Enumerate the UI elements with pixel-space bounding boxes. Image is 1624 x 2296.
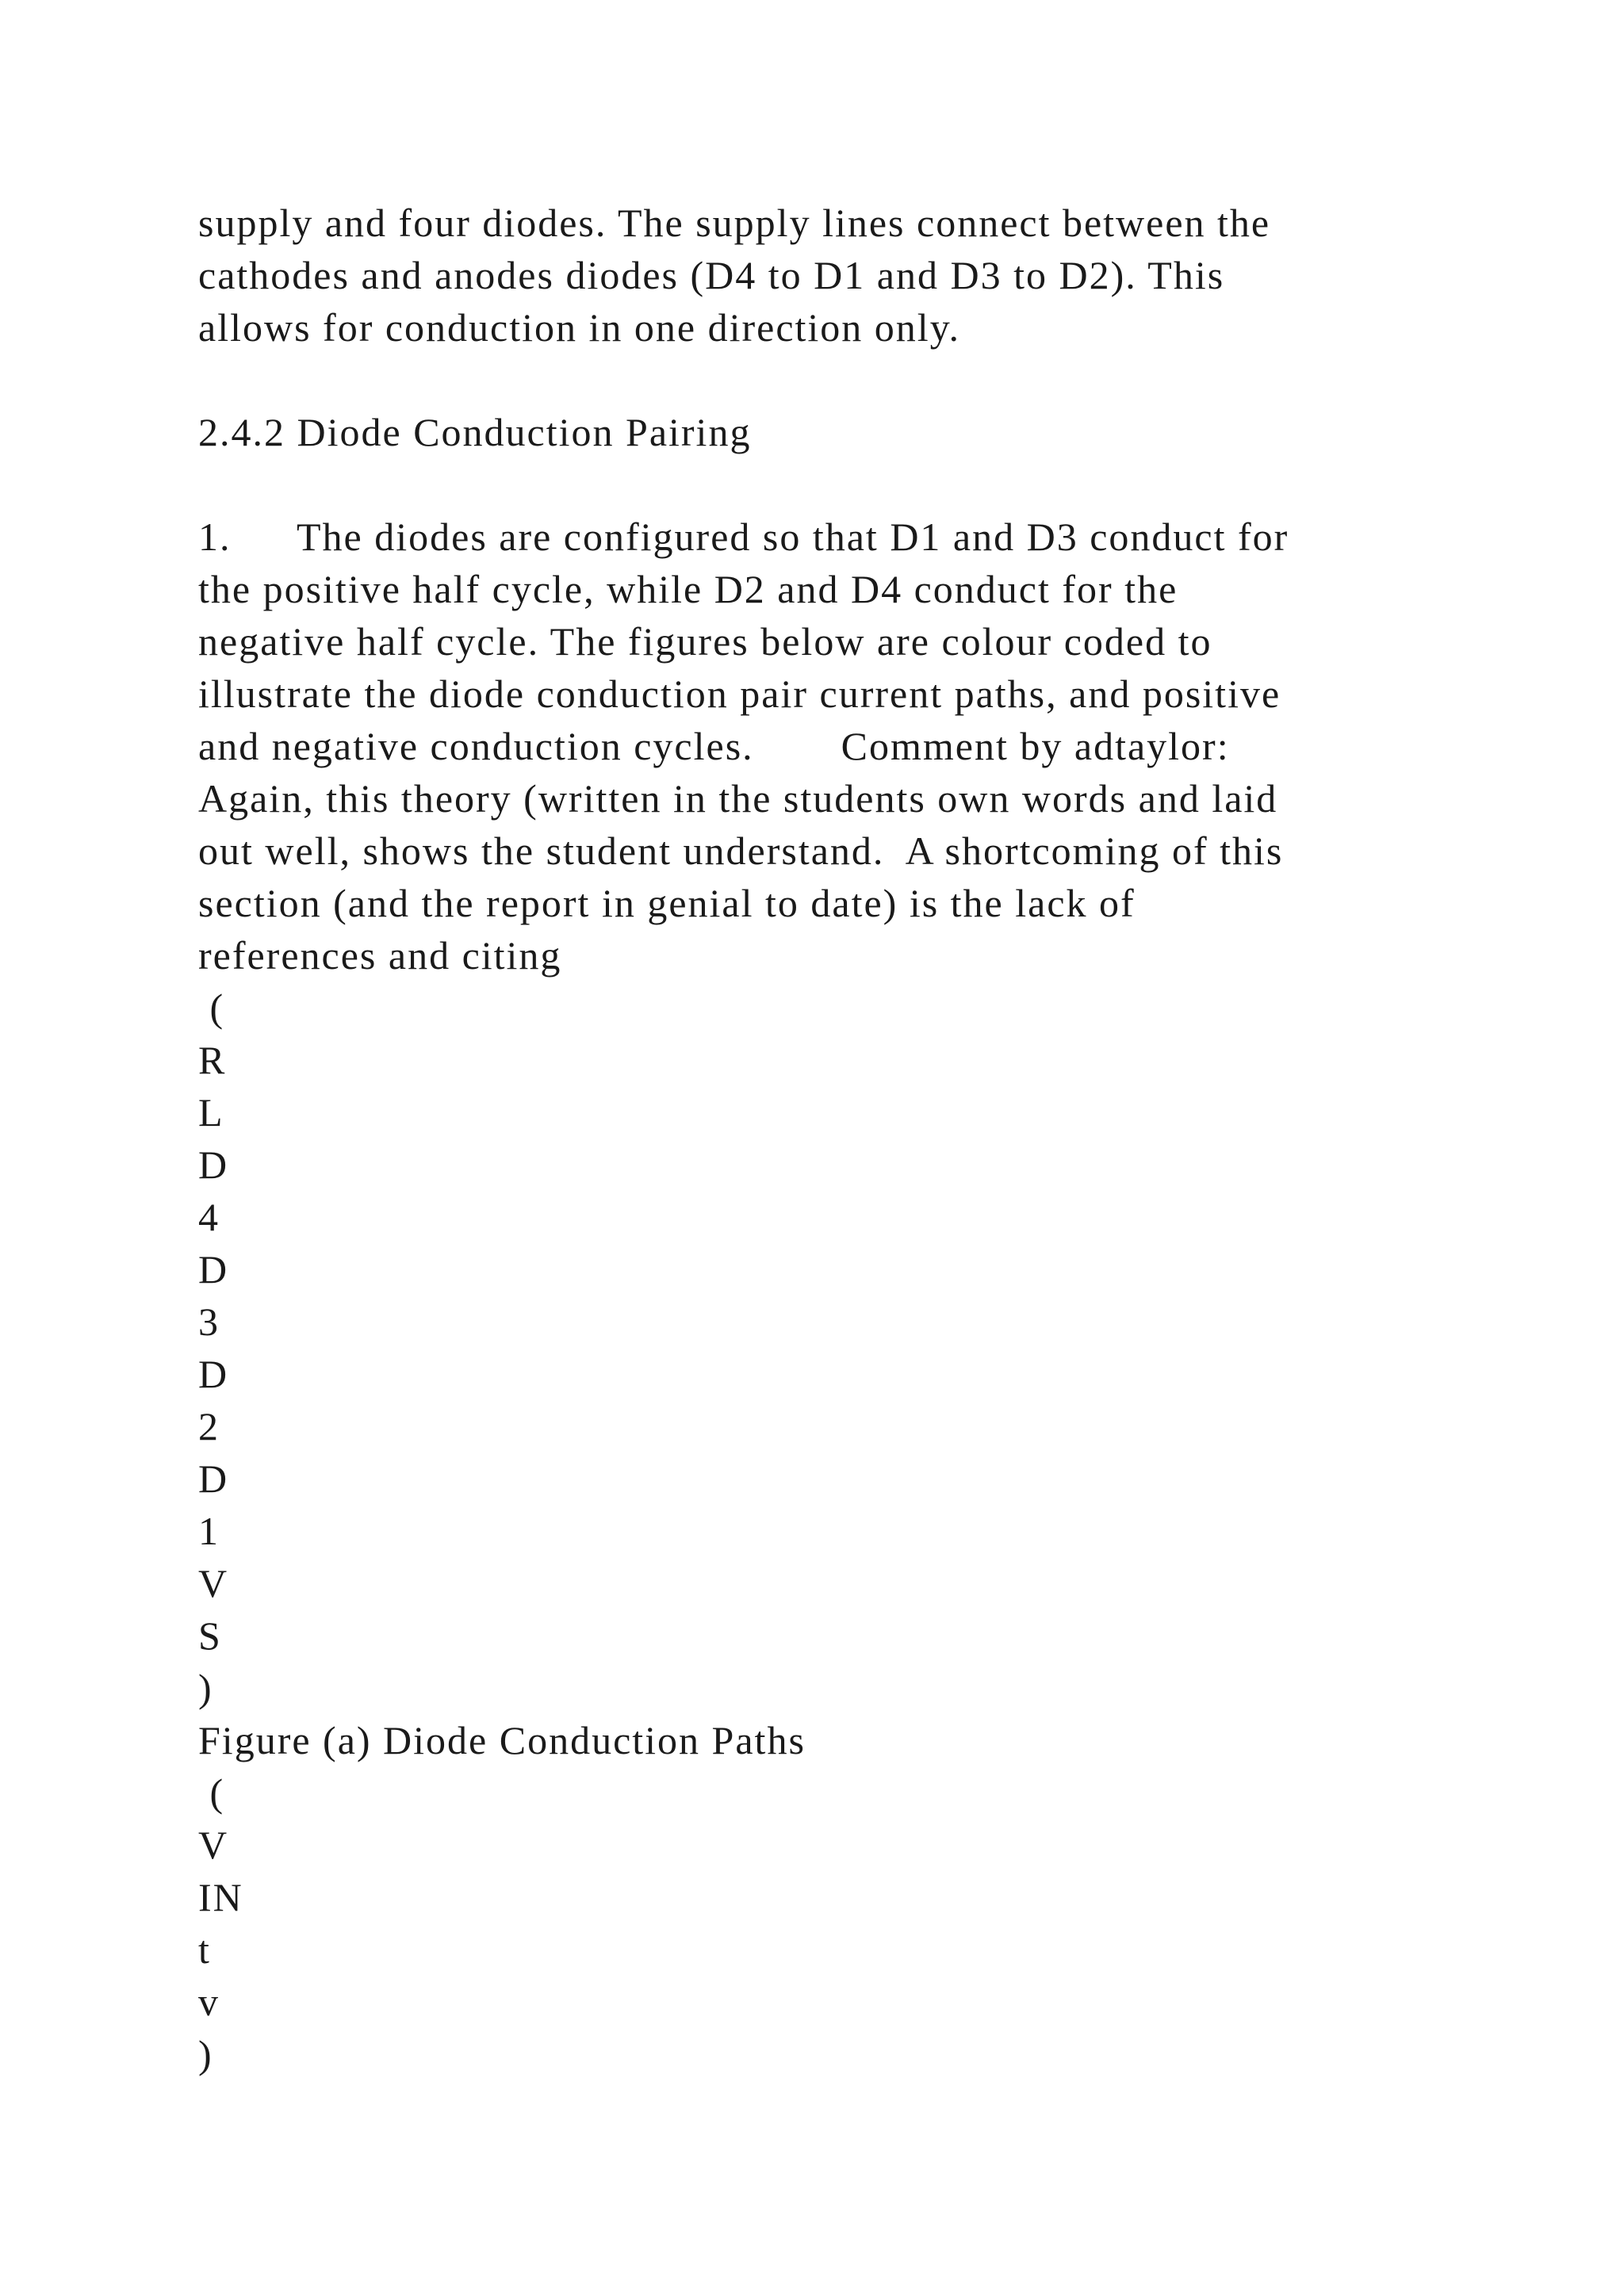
- list-item-line: negative half cycle. The figures below are colour coded to: [198, 619, 1212, 664]
- figure-label: 1: [198, 1509, 220, 1553]
- blank-line: [198, 354, 1435, 406]
- figure-label: 4: [198, 1195, 220, 1239]
- comment-line: section (and the report in genial to date) is the lack of: [198, 881, 1136, 925]
- list-item-text: and negative conduction cycles.: [198, 724, 754, 768]
- list-item-first-line: [198, 511, 1435, 563]
- document-page: [198, 197, 1435, 2080]
- figure-label: ): [198, 2032, 213, 2076]
- figure-label: D: [198, 1247, 229, 1292]
- comment-line: out well, shows the student understand. A shortcoming of this: [198, 828, 1284, 873]
- figure-label: V: [198, 1561, 229, 1605]
- figure-label: 2: [198, 1404, 220, 1448]
- figure-label: v: [198, 1980, 220, 2024]
- list-item-text: The diodes are configured so that D1 and D3 conduct for: [297, 515, 1289, 559]
- intro-line-1: supply and four diodes. The supply lines connect between the: [198, 201, 1271, 245]
- intro-line-2: cathodes and anodes diodes (D4 to D1 and D3 to D2). This: [198, 253, 1225, 297]
- list-item-last-line: [198, 720, 1435, 772]
- intro-line-3: allows for conduction in one direction only.: [198, 305, 960, 350]
- figure-label: L: [198, 1090, 224, 1135]
- figure-a-labels: [198, 982, 1435, 1714]
- figure-label: IN: [198, 1875, 243, 1919]
- figure-label: D: [198, 1142, 229, 1187]
- list-item-number: 1.: [198, 515, 232, 559]
- comment-line: references and citing: [198, 933, 562, 978]
- figure-label: 3: [198, 1299, 220, 1344]
- figure-label: D: [198, 1352, 229, 1396]
- figure-label: ): [198, 1666, 213, 1710]
- comment-author: Comment by adtaylor:: [841, 724, 1230, 768]
- figure-label: V: [198, 1823, 229, 1867]
- blank-line: [198, 458, 1435, 511]
- figure-label: S: [198, 1613, 222, 1658]
- figure-label: t: [198, 1927, 211, 1972]
- list-item-line: the positive half cycle, while D2 and D4 conduct for the: [198, 567, 1178, 611]
- figure-label: D: [198, 1456, 229, 1501]
- section-heading: 2.4.2 Diode Conduction Pairing: [198, 410, 752, 454]
- figure-label: R: [198, 1038, 227, 1082]
- figure-label: (: [198, 985, 225, 1030]
- list-item-line: illustrate the diode conduction pair current paths, and positive: [198, 672, 1281, 716]
- figure-b-labels: [198, 1766, 1435, 2080]
- comment-line: Again, this theory (written in the students own words and laid: [198, 776, 1278, 821]
- figure-label: (: [198, 1770, 225, 1815]
- figure-a-caption: Figure (a) Diode Conduction Paths: [198, 1718, 806, 1762]
